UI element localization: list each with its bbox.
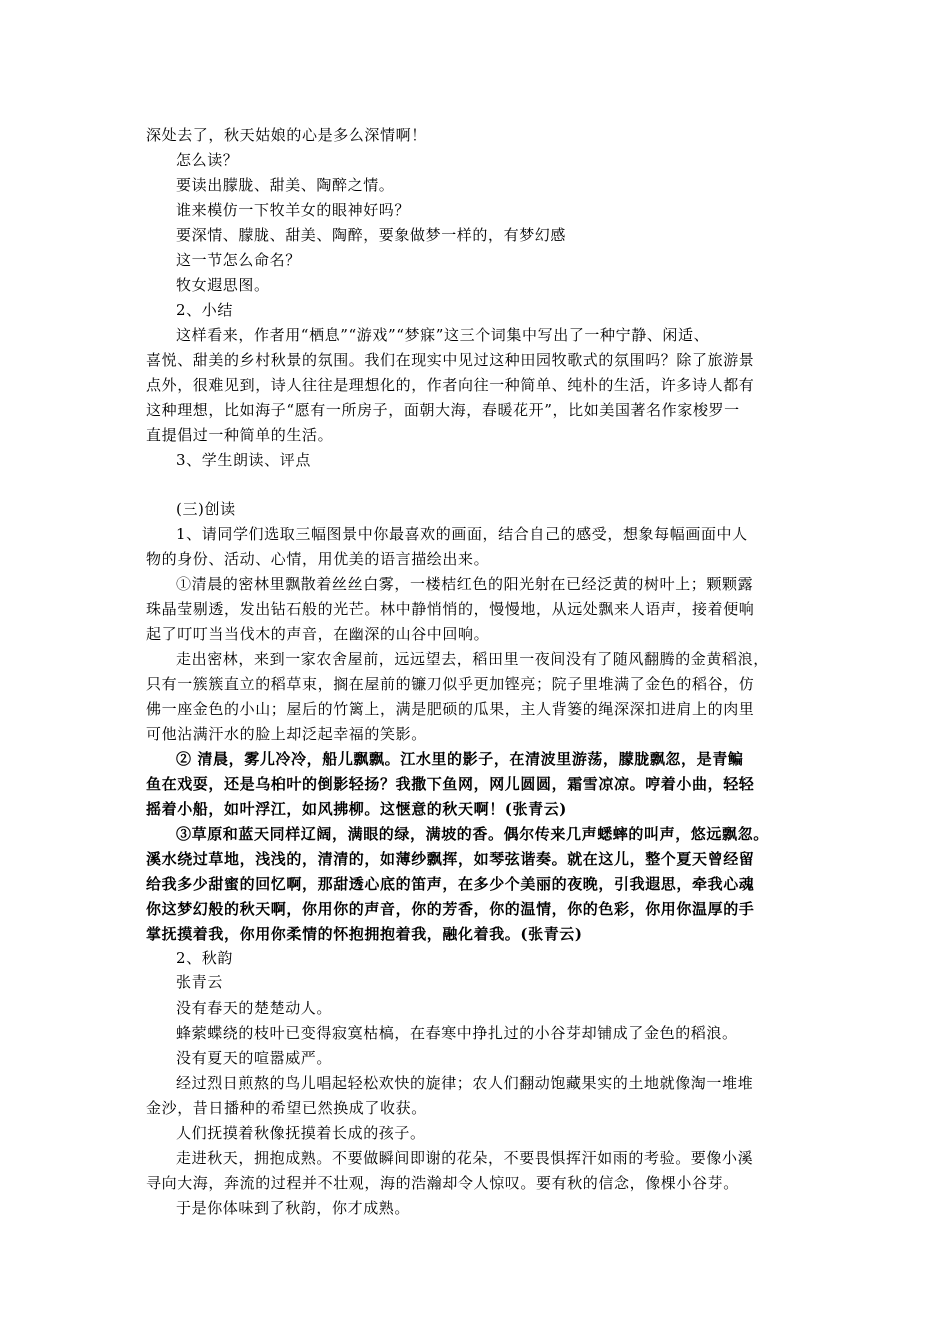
text-line: 佛一座金色的小山；屋后的竹篱上，满是肥硕的瓜果，主人背篓的绳深深扣进肩上的肉里 [146, 700, 755, 718]
section-heading: 3、学生朗读、评点 [176, 451, 311, 469]
text-line: 直提倡过一种简单的生活。 [146, 426, 334, 444]
bold-text-line: 给我多少甜蜜的回忆啊，那甜透心底的笛声，在多少个美丽的夜晚，引我遐思，牵我心魂 [146, 875, 755, 893]
text-line: 1、请同学们选取三幅图景中你最喜欢的画面，结合自己的感受，想象每幅画面中人 [176, 525, 748, 543]
text-line: 经过烈日煎熬的鸟儿唱起轻松欢快的旋律；农人们翻动饱藏果实的土地就像淘一堆堆 [176, 1074, 754, 1092]
text-line: 于是你体味到了秋韵，你才成熟。 [176, 1199, 411, 1217]
text-line: 喜悦、甜美的乡村秋景的氛围。我们在现实中见过这种田园牧歌式的氛围吗？除了旅游景 [146, 351, 755, 369]
text-line: 金沙，昔日播种的希望已然换成了收获。 [146, 1099, 427, 1117]
text-line: 没有春天的楚楚动人。 [176, 999, 333, 1017]
section-heading: (三)创读 [176, 500, 236, 518]
bold-text-line: ② 清晨，雾儿冷冷，船儿飘飘。江水里的影子，在清波里游荡，朦胧飘忽，是青鳊 [176, 750, 744, 768]
text-line: 人们抚摸着秋像抚摸着长成的孩子。 [176, 1124, 426, 1142]
text-line: 可他沾满汗水的脸上却泛起幸福的笑影。 [146, 725, 427, 743]
text-line: 谁来模仿一下牧羊女的眼神好吗？ [176, 201, 411, 219]
text-line: ①清晨的密林里飘散着丝丝白雾，一楼桔红色的阳光射在已经泛黄的树叶上；颗颗露 [176, 575, 754, 593]
bold-text-line: 你这梦幻般的秋天啊，你用你的声音，你的芳香，你的温情，你的色彩，你用你温厚的手 [146, 900, 755, 918]
section-heading: 2、小结 [176, 301, 233, 319]
bold-text-line: ③草原和蓝天同样辽阔，满眼的绿，满坡的香。偶尔传来几声蟋蟀的叫声，悠远飘忽。 [176, 825, 769, 843]
text-line: 走出密林，来到一家农舍屋前，远远望去，稻田里一夜间没有了随风翻腾的金黄稻浪， [176, 650, 769, 668]
bold-text-line: 溪水绕过草地，浅浅的，清清的，如薄纱飘挥，如琴弦谐奏。就在这儿，整个夏天曾经留 [146, 850, 755, 868]
bold-text-line: 摇着小船，如叶浮江，如风拂柳。这惬意的秋天啊！(张青云) [146, 800, 567, 818]
text-line: 珠晶莹剔透，发出钻石般的光芒。林中静悄悄的，慢慢地，从远处飘来人语声，接着便响 [146, 600, 755, 618]
text-line: 物的身份、活动、心情，用优美的语言描绘出来。 [146, 550, 490, 568]
text-line: 起了叮叮当当伐木的声音，在幽深的山谷中回响。 [146, 625, 490, 643]
text-line: 走进秋天，拥抱成熟。不要做瞬间即谢的花朵，不要畏惧挥汗如雨的考验。要像小溪 [176, 1149, 754, 1167]
text-line: 只有一簇簇直立的稻草束，搁在屋前的镰刀似乎更加铿亮；院子里堆满了金色的稻谷，仿 [146, 675, 755, 693]
text-line: 这一节怎么命名？ [176, 251, 301, 269]
text-line: 这样看来，作者用“栖息”“游戏”“梦寐”这三个词集中写出了一种宁静、闲适、 [176, 326, 710, 344]
author-line: 张青云 [176, 973, 223, 991]
text-line: 深处去了，秋天姑娘的心是多么深情啊！ [146, 126, 427, 144]
text-line: 这种理想，比如海子“愿有一所房子，面朝大海，春暖花开”，比如美国著名作家梭罗一 [146, 401, 740, 419]
bold-text-line: 鱼在戏耍，还是乌桕叶的倒影轻扬？我撒下鱼网，网儿圆圆，霜雪凉凉。哼着小曲，轻轻 [146, 775, 755, 793]
bold-text-line: 掌抚摸着我，你用你柔情的怀抱拥抱着我，融化着我。(张青云) [146, 925, 583, 943]
text-line: 寻向大海，奔流的过程并不壮观，海的浩瀚却令人惊叹。要有秋的信念，像棵小谷芽。 [146, 1174, 739, 1192]
text-line: 牧女遐思图。 [176, 276, 270, 294]
text-line: 蜂萦蝶绕的枝叶已变得寂寞枯槁，在春寒中挣扎过的小谷芽却铺成了金色的稻浪。 [176, 1024, 738, 1042]
text-line: 点外，很难见到，诗人往往是理想化的，作者向往一种简单、纯朴的生活，许多诗人都有 [146, 376, 755, 394]
text-line: 要深情、朦胧、甜美、陶醉，要象做梦一样的，有梦幻感 [176, 226, 567, 244]
text-line: 要读出朦胧、甜美、陶醉之情。 [176, 176, 395, 194]
text-line: 怎么读？ [176, 151, 239, 169]
section-heading: 2、秋韵 [176, 949, 233, 967]
text-line: 没有夏天的喧嚣威严。 [176, 1049, 333, 1067]
